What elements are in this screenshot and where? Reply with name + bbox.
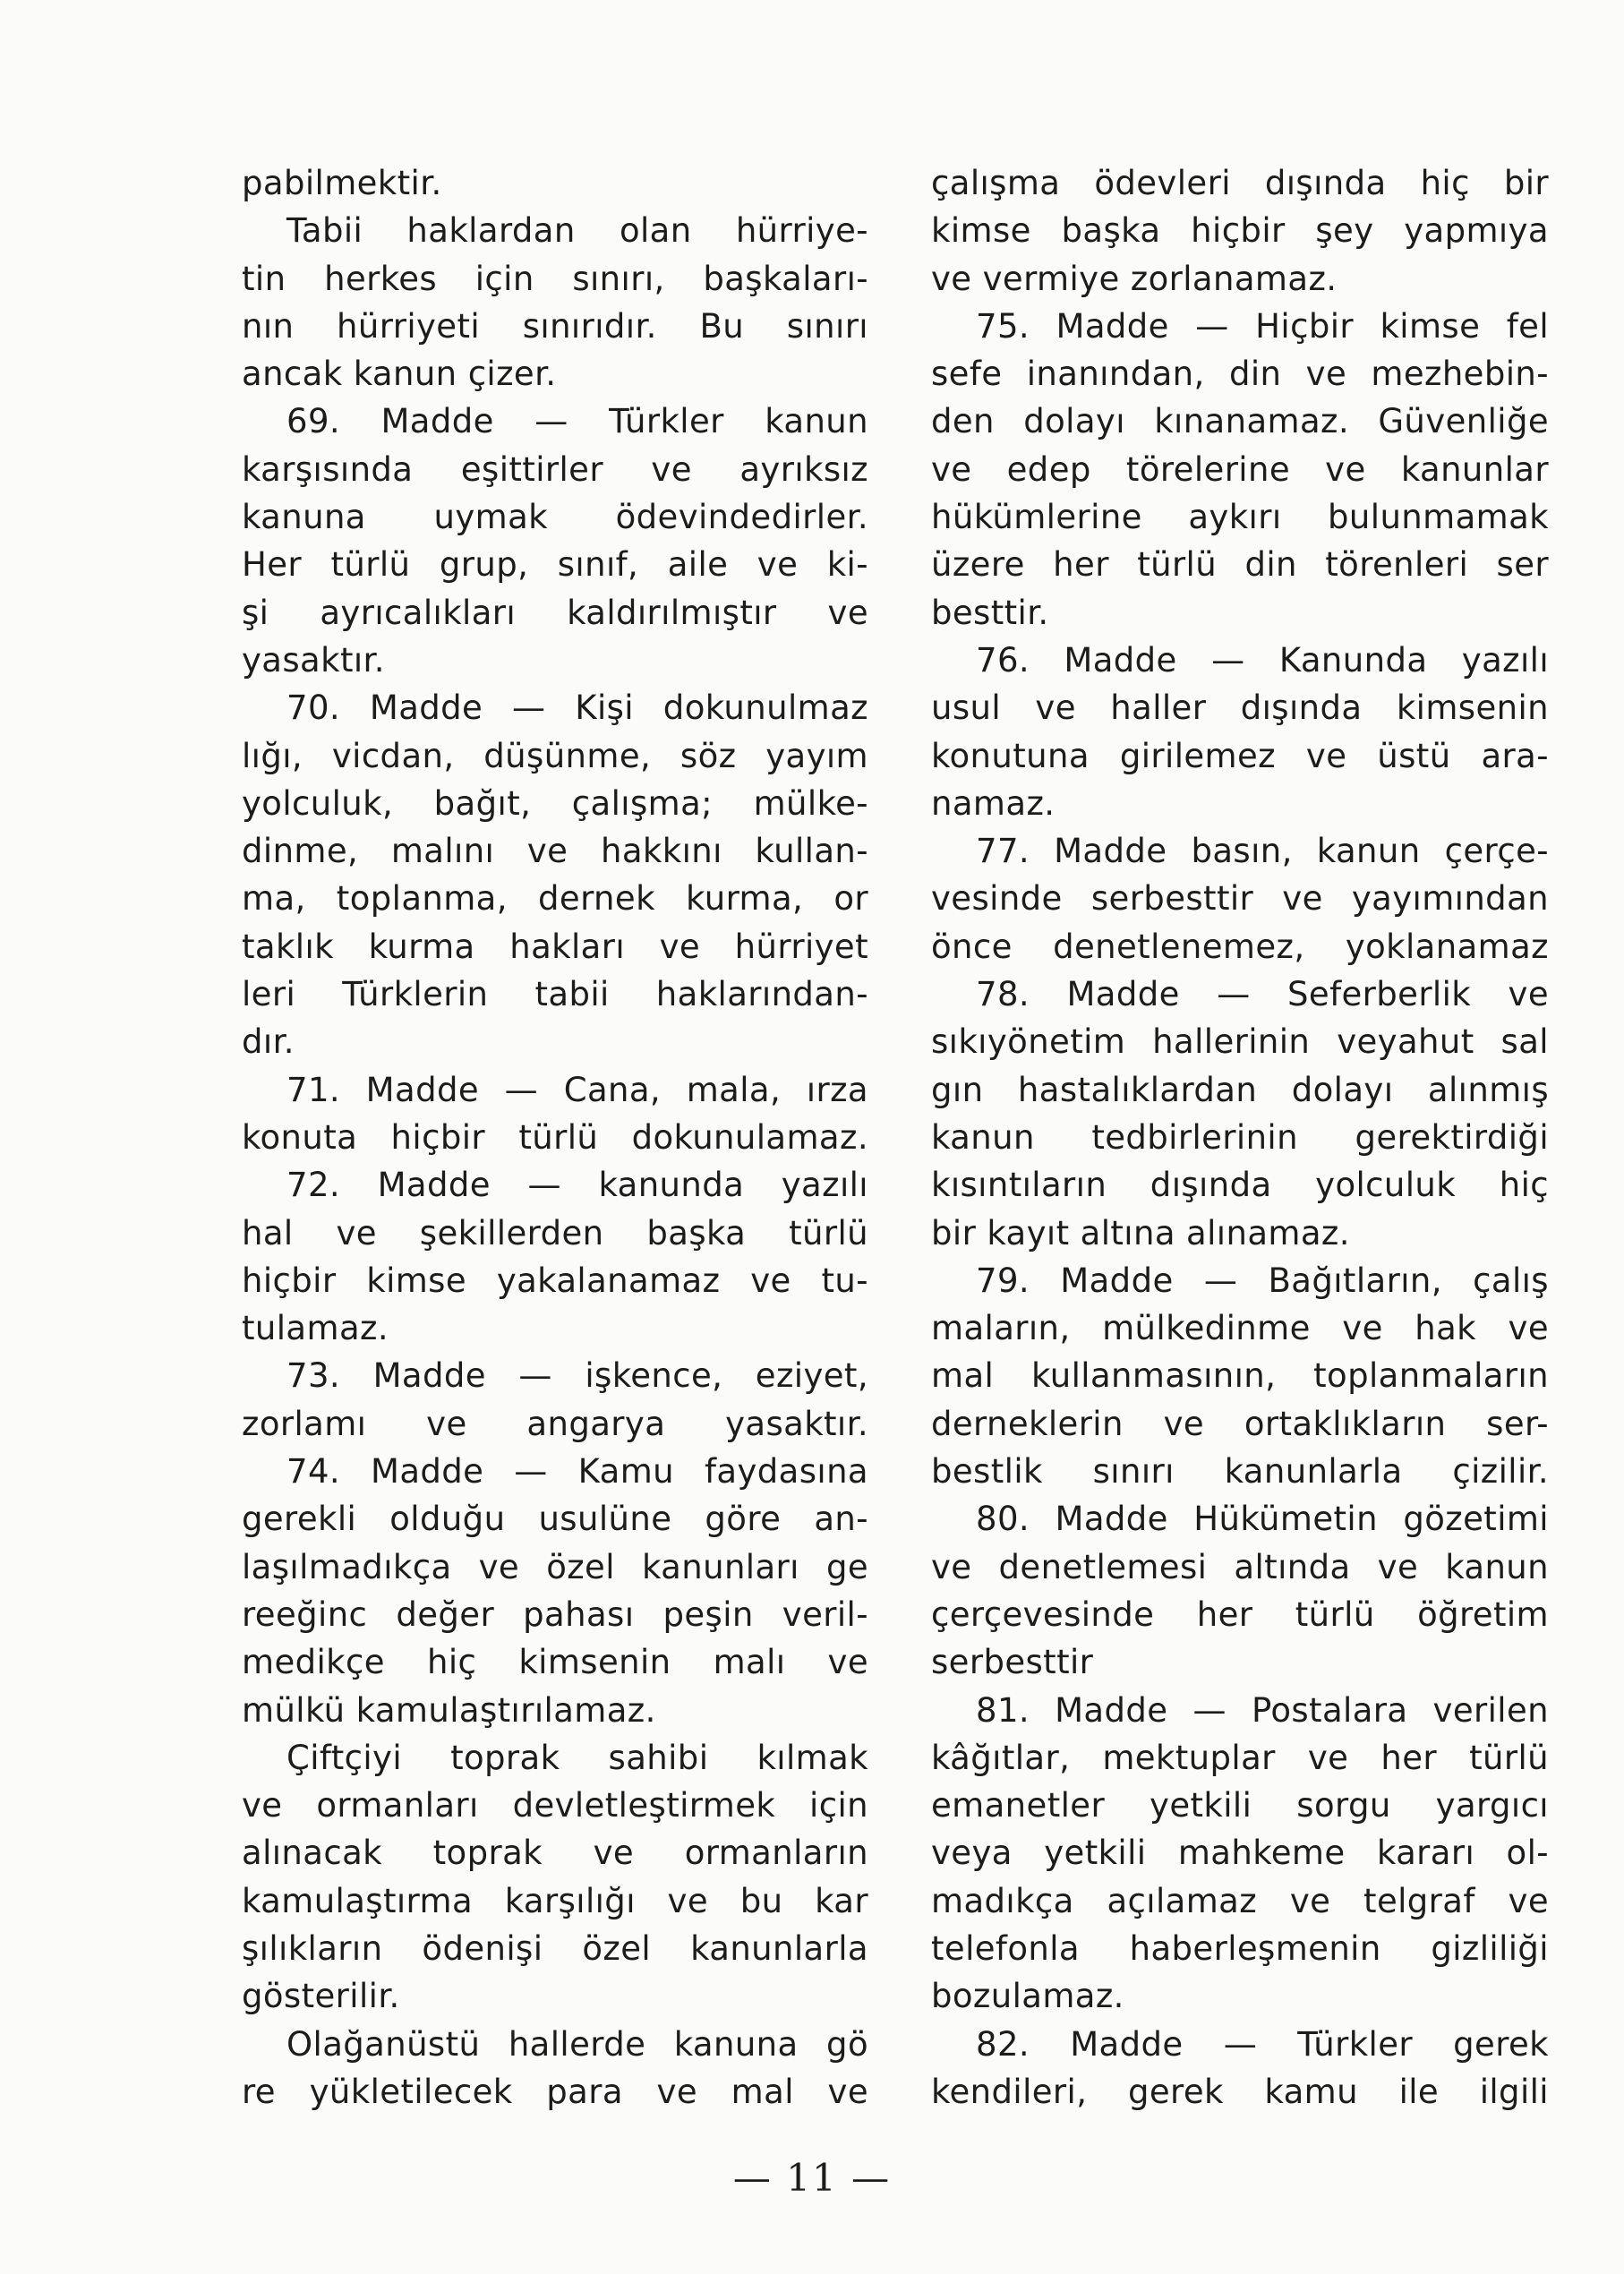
text-line: tulamaz. <box>242 1309 389 1348</box>
text-line: kanuna uymak ödevindedirler. <box>242 498 868 537</box>
text-line: zorlamı ve angarya yasaktır. <box>242 1404 868 1443</box>
text-line: çerçevesinde her türlü öğretim <box>931 1594 1549 1634</box>
text-line: hiçbir kimse yakalanamaz ve tu- <box>242 1261 868 1300</box>
text-line: yolculuk, bağıt, çalışma; mülke- <box>242 783 868 823</box>
text-line: veya yetkili mahkeme kararı ol- <box>931 1834 1549 1873</box>
text-line: 79. Madde — Bağıtların, çalış <box>976 1261 1549 1300</box>
text-line: kanun tedbirlerinin gerektirdiği <box>931 1117 1549 1157</box>
text-line: ve vermiye zorlanamaz. <box>931 259 1338 298</box>
text-line: 82. Madde — Türkler gerek <box>976 2024 1549 2064</box>
text-line: ve denetlemesi altında ve kanun <box>931 1547 1549 1586</box>
text-line: karşısında eşittirler ve ayrıksız <box>242 449 868 489</box>
text-line: bir kayıt altına alınamaz. <box>931 1213 1350 1252</box>
text-line: sıkıyönetim hallerinin veyahut sal <box>931 1022 1549 1062</box>
text-line: serbesttir <box>931 1643 1094 1682</box>
text-line: 69. Madde — Türkler kanun <box>286 402 868 441</box>
text-line: çalışma ödevleri dışında hiç bir <box>931 164 1549 202</box>
text-line: yasaktır. <box>242 640 385 680</box>
text-line: hal ve şekillerden başka türlü <box>242 1213 868 1252</box>
text-line: mülkü kamulaştırılamaz. <box>242 1690 656 1730</box>
text-line: 78. Madde — Seferberlik ve <box>976 975 1549 1014</box>
text-line: gösterilir. <box>242 1977 400 2016</box>
text-line: 81. Madde — Postalara verilen <box>976 1690 1549 1730</box>
text-line: kısıntıların dışında yolculuk hiç <box>931 1166 1549 1205</box>
text-line: mal kullanmasının, toplanmaların <box>931 1356 1549 1396</box>
text-line: pabilmektir. <box>242 164 442 202</box>
text-line: dinme, malını ve hakkını kullan- <box>242 832 868 871</box>
text-line: konuta hiçbir türlü dokunulamaz. <box>242 1117 868 1157</box>
text-line: 77. Madde basın, kanun çerçe- <box>976 832 1549 871</box>
text-line: vesinde serbesttir ve yayımından <box>931 879 1549 919</box>
text-line: dır. <box>242 1022 295 1062</box>
text-line: konutuna girilemez ve üstü ara- <box>931 736 1549 775</box>
text-line: Tabii haklardan olan hürriye- <box>286 211 868 251</box>
text-line: maların, mülkedinme ve hak ve <box>931 1309 1549 1348</box>
text-line: ve ormanları devletleştirmek için <box>242 1786 868 1825</box>
text-line: şılıkların ödenişi özel kanunlarla <box>242 1928 868 1968</box>
text-line: nın hürriyeti sınırıdır. Bu sınırı <box>242 306 868 346</box>
text-line: şi ayrıcalıkları kaldırılmıştır ve <box>242 593 868 632</box>
text-line: den dolayı kınanamaz. Güvenliğe <box>931 402 1549 441</box>
text-line: 70. Madde — Kişi dokunulmaz <box>286 688 868 728</box>
text-line: 75. Madde — Hiçbir kimse fel <box>976 306 1549 346</box>
text-line: besttir. <box>931 593 1049 632</box>
text-line: sefe inanından, din ve mezhebin- <box>931 355 1549 394</box>
text-line: 72. Madde — kanunda yazılı <box>286 1166 868 1205</box>
text-line: tin herkes için sınırı, başkaları- <box>242 259 868 298</box>
text-line: 80. Madde Hükümetin gözetimi <box>976 1500 1549 1539</box>
text-line: kâğıtlar, mektuplar ve her türlü <box>931 1738 1549 1777</box>
text-line: ve edep törelerine ve kanunlar <box>931 449 1549 489</box>
right-column <box>931 159 1549 2116</box>
text-line: gın hastalıklardan dolayı alınmış <box>931 1070 1549 1109</box>
text-line: usul ve haller dışında kimsenin <box>931 688 1549 728</box>
text-line: derneklerin ve ortaklıkların ser- <box>931 1404 1549 1443</box>
text-line: alınacak toprak ve ormanların <box>242 1834 868 1873</box>
text-line: namaz. <box>931 783 1056 823</box>
text-line: taklık kurma hakları ve hürriyet <box>242 927 868 966</box>
text-line: Olağanüstü hallerde kanuna gö <box>286 2024 868 2064</box>
text-line: önce denetlenemez, yoklanamaz <box>931 927 1549 966</box>
text-line: 73. Madde — işkence, eziyet, <box>286 1356 868 1396</box>
text-line: ma, toplanma, dernek kurma, or <box>242 879 868 919</box>
text-line: üzere her türlü din törenleri ser <box>931 545 1549 585</box>
text-line: bestlik sınırı kanunlarla çizilir. <box>931 1452 1549 1492</box>
text-line: kamulaştırma karşılığı ve bu kar <box>242 1881 868 1920</box>
text-line: kendileri, gerek kamu ile ilgili <box>931 2072 1549 2111</box>
text-line: 76. Madde — Kanunda yazılı <box>976 640 1549 680</box>
text-line: madıkça açılamaz ve telgraf ve <box>931 1881 1549 1920</box>
text-line: telefonla haberleşmenin gizliliği <box>931 1928 1549 1968</box>
page-number: — 11 — <box>732 2156 892 2200</box>
text-line: ancak kanun çizer. <box>242 355 557 394</box>
text-line: bozulamaz. <box>931 1977 1124 2016</box>
text-line: Çiftçiyi toprak sahibi kılmak <box>286 1738 868 1777</box>
text-line: emanetler yetkili sorgu yargıcı <box>931 1786 1549 1825</box>
text-line: leri Türklerin tabii haklarından- <box>242 975 868 1014</box>
text-line: laşılmadıkça ve özel kanunları ge <box>242 1547 868 1586</box>
text-line: lığı, vicdan, düşünme, söz yayım <box>242 736 868 775</box>
text-line: 74. Madde — Kamu faydasına <box>286 1452 868 1492</box>
text-line: 71. Madde — Cana, mala, ırza <box>286 1070 868 1109</box>
text-line: medikçe hiç kimsenin malı ve <box>242 1643 868 1682</box>
text-line: kimse başka hiçbir şey yapmıya <box>931 211 1549 251</box>
text-line: reeğinc değer pahası peşin veril- <box>242 1594 868 1634</box>
text-line: hükümlerine aykırı bulunmamak <box>931 498 1549 537</box>
left-column <box>242 159 868 2116</box>
text-line: gerekli olduğu usulüne göre an- <box>242 1500 868 1539</box>
text-line: re yükletilecek para ve mal ve <box>242 2072 868 2111</box>
text-line: Her türlü grup, sınıf, aile ve ki- <box>242 545 868 585</box>
